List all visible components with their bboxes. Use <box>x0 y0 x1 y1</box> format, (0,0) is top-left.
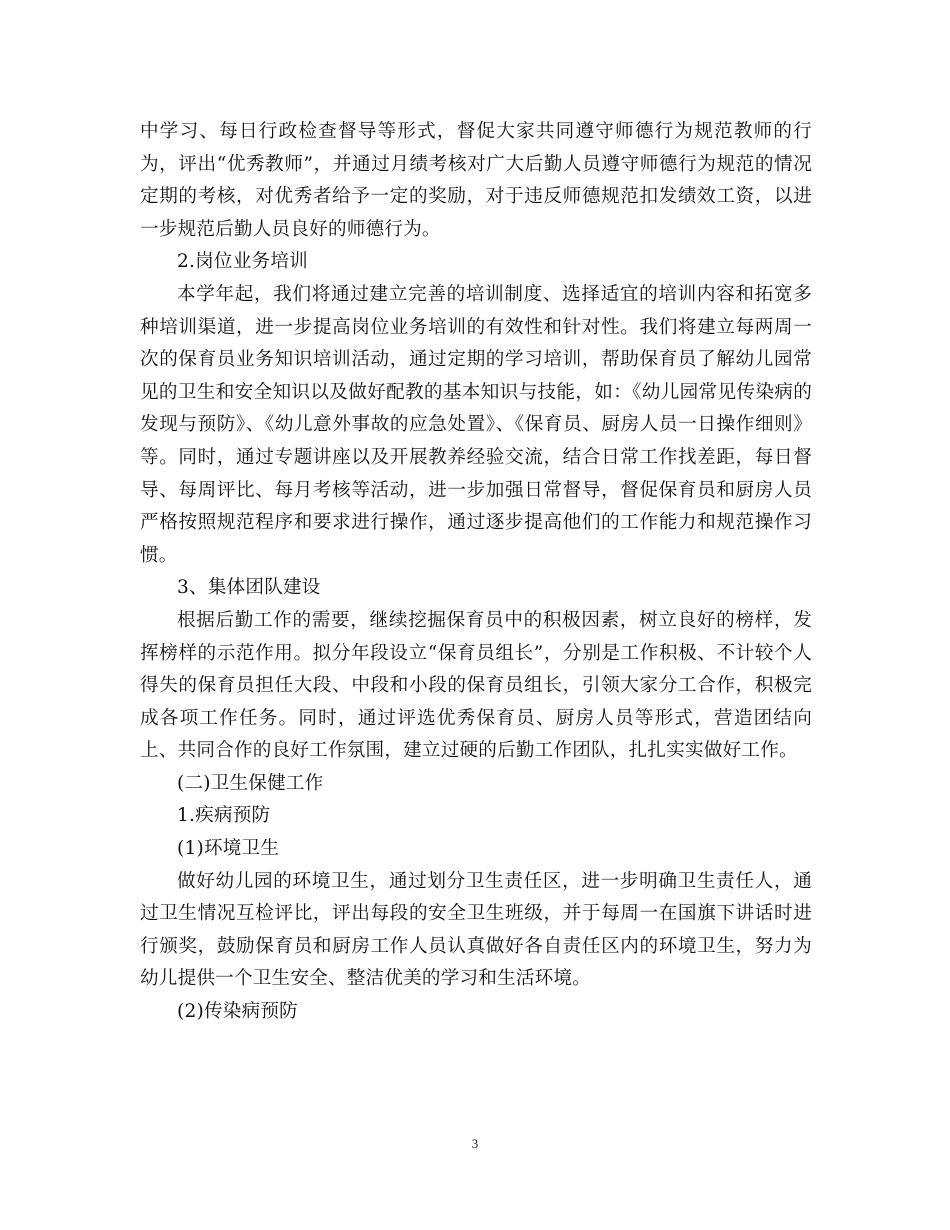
heading-environment-hygiene: (1)环境卫生 <box>177 838 280 860</box>
paragraph-team-building: 根据后勤工作的需要，继续挖掘保育员中的积极因素，树立良好的榜样，发挥榜样的示范作用。拟分年段设立“保育员组长”，分别是工作积极、不计较个人得失的保育员担任大段、中段和小段的保育员组长，引领大家分工合作，积极完成各项工作任务。同时，通过评选优秀保育员、厨房人员等形式，营造团结向上、共同合作的良好工作氛围，建立过硬的后勤工作团队，扎扎实实做好工作。 <box>140 609 812 762</box>
heading-disease-prevention: 1.疾病预防 <box>177 805 271 827</box>
paragraph-job-training: 本学年起，我们将通过建立完善的培训制度、选择适宜的培训内容和拓宽多种培训渠道，进一步提高岗位业务培训的有效性和针对性。我们将建立每两周一次的保育员业务知识培训活动，通过定期的学习培训，帮助保育员了解幼儿园常见的卫生和安全知识以及做好配教的基本知识与技能，如：《幼儿园常见传染病的发现与预防》、《幼儿意外事故的应急处置》、《保育员、厨房人员一日操作细则》等。同时，通过专题讲座以及开展教养经验交流，结合日常工作找差距，每日督导、每周评比、每月考核等活动，进一步加强日常督导，督促保育员和厨房人员严格按照规范程序和要求进行操作，通过逐步提高他们的工作能力和规范操作习惯。 <box>140 283 812 566</box>
body-text <box>140 116 812 1029</box>
paragraph-teacher-ethics: 中学习、每日行政检查督导等形式，督促大家共同遵守师德行为规范教师的行为，评出“优秀教师”，并通过月绩考核对广大后勤人员遵守师德行为规范的情况定期的考核，对优秀者给予一定的奖励，对于违反师德规范扣发绩效工资，以进一步规范后勤人员良好的师德行为。 <box>140 121 812 240</box>
heading-infectious-disease-prevention: (2)传染病预防 <box>177 1001 298 1023</box>
paragraph-environment-hygiene: 做好幼儿园的环境卫生，通过划分卫生责任区，进一步明确卫生责任人，通过卫生情况互检评比，评出每段的安全卫生班级，并于每周一在国旗下讲话时进行颁奖，鼓励保育员和厨房工作人员认真做好各自责任区内的环境卫生，努力为幼儿提供一个卫生安全、整洁优美的学习和生活环境。 <box>140 870 812 990</box>
heading-health-care: (二)卫生保健工作 <box>177 772 324 794</box>
heading-job-training: 2.岗位业务培训 <box>177 251 308 273</box>
page-number: 3 <box>471 1136 479 1151</box>
heading-team-building: 3、集体团队建设 <box>177 577 321 599</box>
